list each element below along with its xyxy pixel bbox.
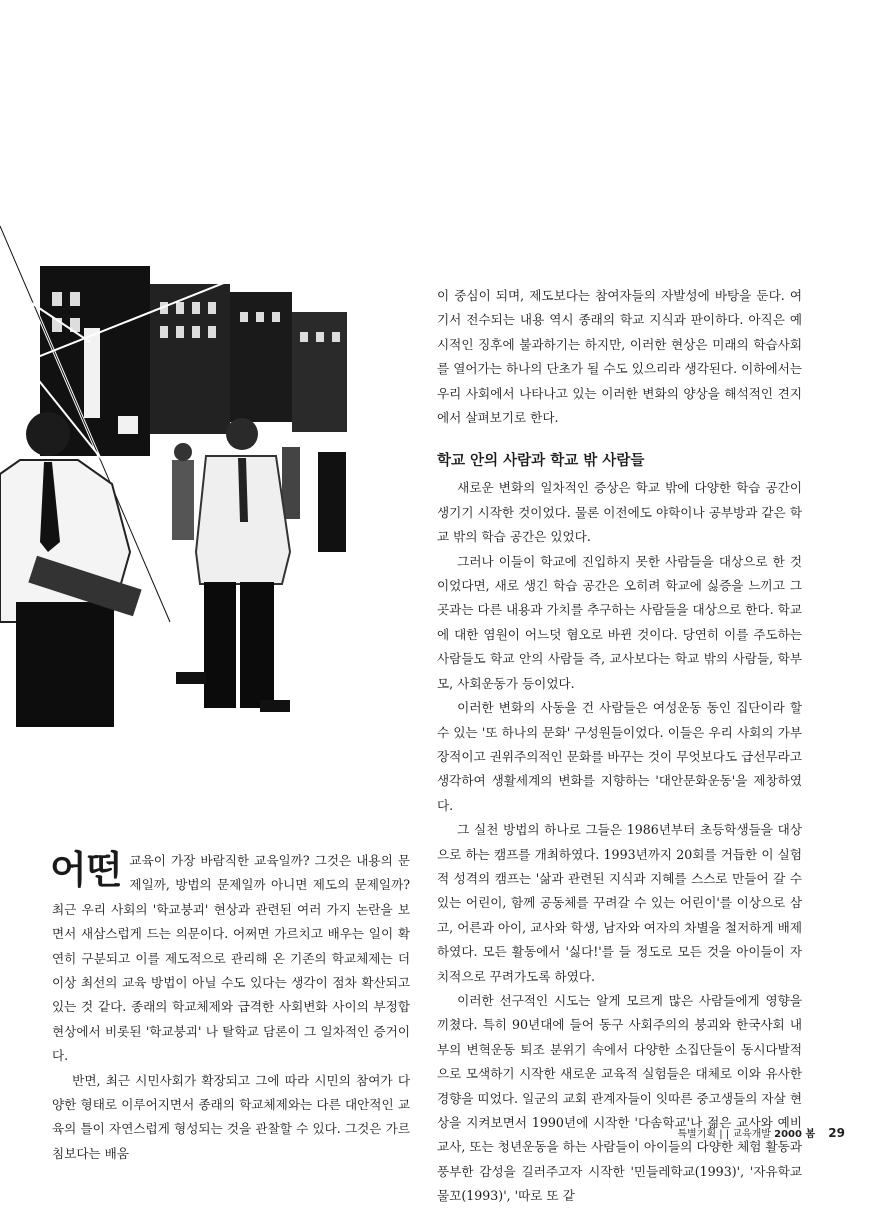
section-heading: 학교 안의 사람과 학교 밖 사람들	[437, 453, 645, 470]
page-footer	[677, 1125, 845, 1140]
street-students-photo	[0, 222, 352, 727]
right-paragraph-1: 이 중심이 되며, 제도보다는 참여자들의 자발성에 바탕을 둔다. 여기서 전수되는 내용 역시 종래의 학교 지식과 판이하다. 아직은 예시적인 징후에 불과하기는 하지만, 이러한 현상은 미래의 학습사회를 열어가는 하나의 단초가 될 수도 있으리라 생각된다. 이하에서는 우리 사회에서 나타나고 있는 이러한 변화의 양상을 해석적인 견지에서 살펴보기로 한다.	[437, 288, 802, 426]
footer-issue: 2000 봄	[774, 1129, 816, 1140]
right-paragraph-5: 그 실천 방법의 하나로 그들은 1986년부터 초등학생들을 대상으로 하는 캠프를 개최하였다. 1993년까지 20회를 거듭한 이 실험적 성격의 캠프는 '삶과 관련된 지식과 지혜를 스스로 만들어 갈 수 있는 어린이, 함께 공동체를 꾸려갈 수 있는 어린이'를 이상으로 삼고, 어른과 아이, 교사와 학생, 남자와 여자의 차별을 철저하게 배제하였다. 모든 활동에서 '싫다!'를 들 정도로 모든 것을 아이들이 자치적으로 꾸려가도록 하였다.	[437, 822, 802, 984]
footer-section: 특별기획 | | 교육개발	[677, 1129, 771, 1140]
drop-cap: 어떤	[50, 847, 122, 892]
page-number: 29	[828, 1126, 845, 1140]
left-column	[52, 849, 410, 1166]
left-paragraph-1-text: 교육이 가장 바람직한 교육일까? 그것은 내용의 문제일까, 방법의 문제일까 아니면 제도의 문제일까? 최근 우리 사회의 '학교붕괴' 현상과 관련된 여러 가지 논란을 보면서 새삼스럽게 드는 의문이다. 어쩌면 가르치고 배우는 일이 확연히 구분되고 이를 제도적으로 관리해 온 기존의 학교체제는 더 이상 최선의 교육 방법이 아닐 수도 있다는 생각이 점차 확산되고 있는 것 같다. 종래의 학교체제와 급격한 사회변화 사이의 부정합 현상에서 비롯된 '학교붕괴' 나 탈학교 담론이 그 일차적인 증거이다.	[52, 853, 410, 1064]
left-paragraph-2: 반면, 최근 시민사회가 확장되고 그에 따라 시민의 참여가 다양한 형태로 이루어지면서 종래의 학교체제와는 다른 대안적인 교육의 틀이 자연스럽게 형성되는 것을 관찰할 수 있다. 그것은 가르침보다는 배움	[52, 1072, 410, 1161]
right-column	[437, 284, 802, 1209]
left-paragraph-1	[52, 849, 410, 1069]
right-paragraph-4: 이러한 변화의 사동을 건 사람들은 여성운동 동인 집단이라 할 수 있는 '또 하나의 문화' 구성원들이었다. 이들은 우리 사회의 가부장적이고 권위주의적인 문화를 바꾸는 것이 무엇보다도 급선무라고 생각하여 생활세계의 변화를 지향하는 '대안문화운동'을 제창하였다.	[437, 700, 802, 813]
right-paragraph-6: 이러한 선구적인 시도는 알게 모르게 많은 사람들에게 영향을 끼쳤다. 특히 90년대에 들어 동구 사회주의의 붕괴와 한국사회 내부의 변혁운동 퇴조 분위기 속에서 다양한 소집단들이 동시다발적으로 모색하기 시작한 새로운 교육적 실험들은 대체로 이와 유사한 경향을 띠었다. 일군의 교회 관계자들이 잇따른 중고생들의 자살 현상을 지켜보면서 1990년에 시작한 '다솜학교'나 젊은 교사와 예비교사, 또는 청년운동을 하는 사람들이 아이들의 다양한 체험 활동과 풍부한 감성을 길러주고자 시작한 '민들레학교(1993)', '자유학교 물꼬(1993)', '따로 또 같	[437, 992, 802, 1204]
right-paragraph-3: 그러나 이들이 학교에 진입하지 못한 사람들을 대상으로 한 것이었다면, 새로 생긴 학습 공간은 오히려 학교에 싫증을 느끼고 그곳과는 다른 내용과 가치를 추구하는 사람들을 대상으로 한다. 학교에 대한 염원이 어느덧 혐오로 바뀐 것이다. 당연히 이를 주도하는 사람들도 학교 안의 사람들 즉, 교사보다는 학교 밖의 사람들, 학부모, 사회운동가 등이었다.	[437, 553, 802, 691]
right-paragraph-2: 새로운 변화의 일차적인 증상은 학교 밖에 다양한 학습 공간이 생기기 시작한 것이었다. 물론 이전에도 야학이나 공부방과 같은 학교 밖의 학습 공간은 있었다.	[437, 480, 802, 545]
